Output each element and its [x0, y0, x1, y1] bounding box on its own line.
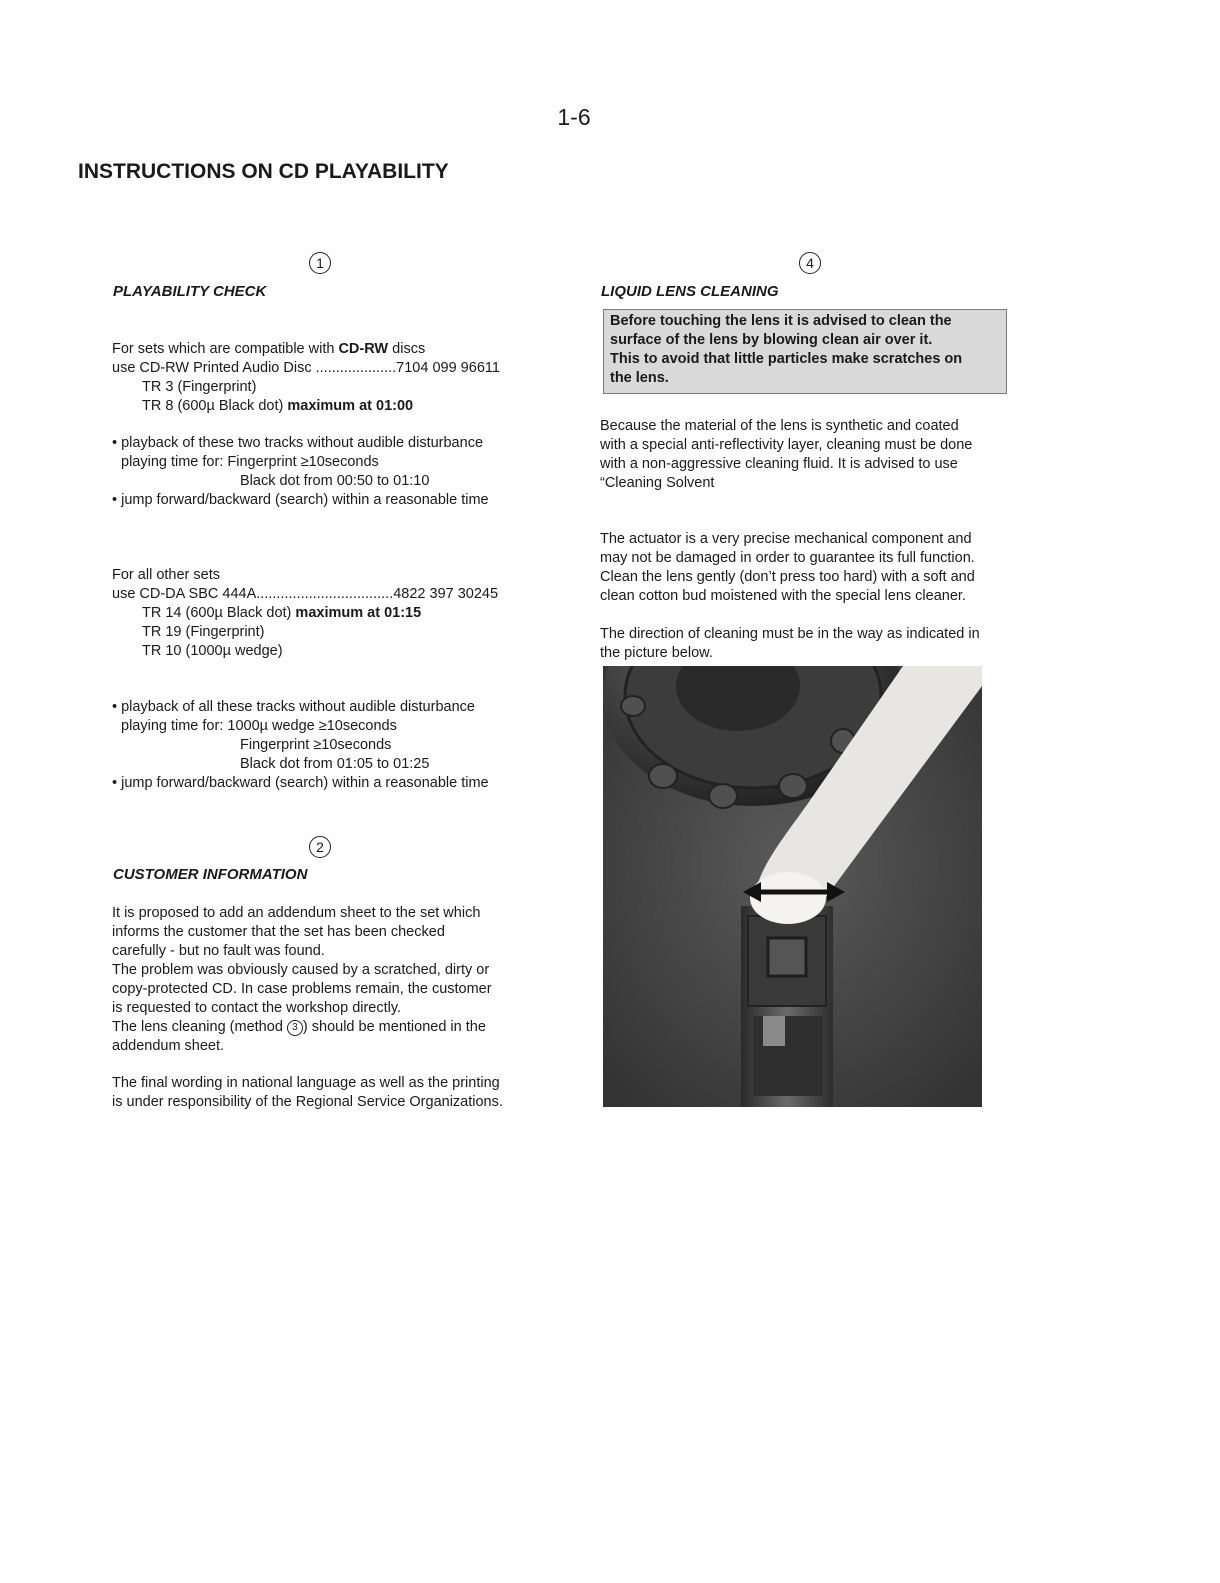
text-line: For sets which are compatible with CD-RW discs: [112, 341, 426, 357]
playability-other-block: [112, 566, 498, 661]
text-line: Black dot from 00:50 to 01:10: [240, 473, 430, 489]
text-line: • playback of all these tracks without audible disturbance: [112, 699, 475, 715]
section-number-2: 2: [309, 836, 331, 858]
text-line: It is proposed to add an addendum sheet to the set which: [112, 905, 481, 921]
text-line: is under responsibility of the Regional Service Organizations.: [112, 1094, 503, 1110]
lens-cleaning-illustration: [603, 666, 982, 1107]
text-line: carefully - but no fault was found.: [112, 943, 325, 959]
text-line: may not be damaged in order to guarantee its full function.: [600, 550, 975, 566]
text-line: playing time for: Fingerprint ≥10seconds: [121, 454, 379, 470]
text-line: playing time for: 1000µ wedge ≥10seconds: [121, 718, 397, 734]
section-number-4: 4: [799, 252, 821, 274]
lens-cleaning-paragraph-2: [600, 530, 975, 606]
lens-cleaning-paragraph-1: [600, 417, 972, 493]
text-line: is requested to contact the workshop directly.: [112, 1000, 402, 1016]
text-line: Clean the lens gently (don’t press too hard) with a soft and: [600, 569, 975, 585]
text-line: Before touching the lens it is advised to clean the: [610, 313, 952, 329]
lens-cleaning-photo: [603, 666, 982, 1107]
text-line: TR 8 (600µ Black dot) maximum at 01:00: [142, 398, 414, 414]
text-line: • playback of these two tracks without audible disturbance: [112, 435, 484, 451]
text-line: TR 10 (1000µ wedge): [142, 643, 283, 659]
text-line: surface of the lens by blowing clean air over it.: [610, 332, 933, 348]
text-line: TR 3 (Fingerprint): [142, 379, 257, 395]
text-line: • jump forward/backward (search) within a reasonable time: [112, 775, 489, 791]
warning-box: [603, 309, 1007, 394]
text-line: Because the material of the lens is synthetic and coated: [600, 418, 959, 434]
text-line: use CD-DA SBC 444A..................................4822 397 30245: [112, 586, 499, 602]
text-line: with a non-aggressive cleaning fluid. It is advised to use: [600, 456, 958, 472]
text-line: informs the customer that the set has been checked: [112, 924, 445, 940]
text-line: copy-protected CD. In case problems remain, the customer: [112, 981, 492, 997]
lens-cleaning-paragraph-3: [600, 625, 980, 663]
text-line: The lens cleaning (method 3 ) should be mentioned in the: [112, 1019, 486, 1035]
customer-info-paragraph-1: [112, 904, 492, 1056]
text-line: addendum sheet.: [112, 1038, 225, 1054]
playability-other-criteria: [112, 698, 489, 793]
text-line: • jump forward/backward (search) within a reasonable time: [112, 492, 489, 508]
customer-info-paragraph-2: [112, 1074, 503, 1112]
section-heading-customer-info: CUSTOMER INFORMATION: [113, 866, 308, 883]
text-line: TR 14 (600µ Black dot) maximum at 01:15: [142, 605, 422, 621]
section-number-1: 1: [309, 252, 331, 274]
text-line: the lens.: [610, 370, 669, 386]
playability-cdrw-criteria: [112, 434, 489, 510]
text-line: clean cotton bud moistened with the special lens cleaner.: [600, 588, 966, 604]
page-title: INSTRUCTIONS ON CD PLAYABILITY: [78, 160, 449, 183]
text-line: the picture below.: [600, 645, 713, 661]
text-line: The direction of cleaning must be in the way as indicated in: [600, 626, 980, 642]
text-line: with a special anti-reflectivity layer, cleaning must be done: [600, 437, 973, 453]
text-line: The final wording in national language as well as the printing: [112, 1075, 500, 1091]
text-line: The problem was obviously caused by a scratched, dirty or: [112, 962, 490, 978]
section-heading-playability: PLAYABILITY CHECK: [113, 283, 267, 300]
playability-cdrw-block: [112, 340, 500, 416]
text-line: For all other sets: [112, 567, 220, 583]
text-line: TR 19 (Fingerprint): [142, 624, 265, 640]
text-line: use CD-RW Printed Audio Disc ....................7104 099 96611: [112, 360, 500, 376]
section-heading-lens-cleaning: LIQUID LENS CLEANING: [601, 283, 779, 300]
text-line: Black dot from 01:05 to 01:25: [240, 756, 430, 772]
page-number: 1-6: [557, 104, 591, 130]
method-reference-3: 3: [287, 1020, 303, 1036]
text-line: “Cleaning Solvent: [600, 475, 715, 491]
text-line: This to avoid that little particles make scratches on: [610, 351, 963, 367]
text-line: The actuator is a very precise mechanical component and: [600, 531, 972, 547]
text-line: Fingerprint ≥10seconds: [240, 737, 392, 753]
